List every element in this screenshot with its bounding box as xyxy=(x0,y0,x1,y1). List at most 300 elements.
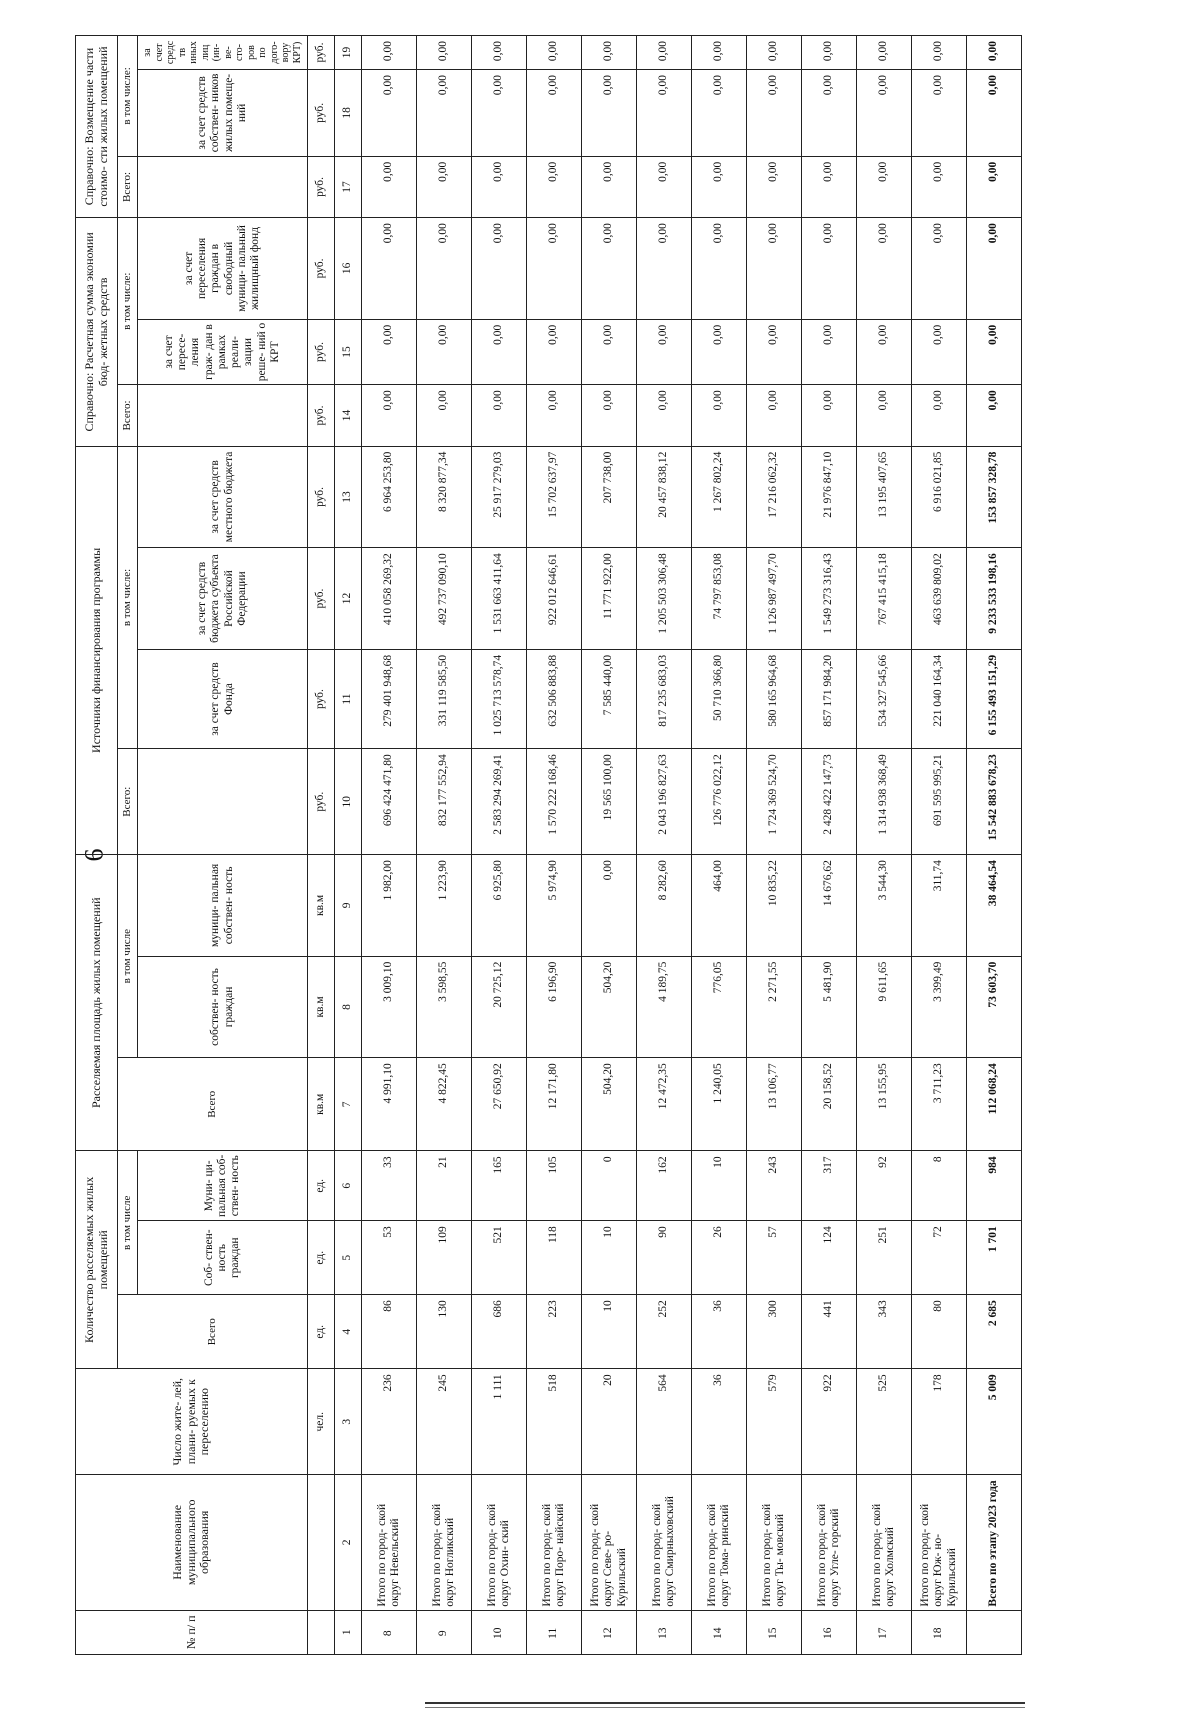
header-econ-incl: в том числе: xyxy=(118,218,138,385)
cell-c-own: 0,00 xyxy=(692,70,747,157)
cell-c-total: 0,00 xyxy=(582,156,637,217)
header-own-count: Соб- ствен- ность граждан xyxy=(138,1221,308,1295)
cell-fin-fund: 817 235 683,03 xyxy=(637,649,692,748)
cell-area-own: 73 603,70 xyxy=(967,956,1022,1058)
cell-cnt-own: 72 xyxy=(912,1221,967,1295)
cell-c-other: 0,00 xyxy=(472,36,527,70)
cell-c-total: 0,00 xyxy=(472,156,527,217)
cell-fin-fund: 331 119 585,50 xyxy=(417,649,472,748)
cell-e-krt: 0,00 xyxy=(912,319,967,385)
cell-fin-total: 126 776 022,12 xyxy=(692,749,747,855)
cell-cnt-total: 252 xyxy=(637,1295,692,1369)
cell-e-krt: 0,00 xyxy=(362,319,417,385)
header-fin-fund: за счет средств Фонда xyxy=(138,649,308,748)
cell-c-own: 0,00 xyxy=(967,70,1022,157)
header-area-total: Всего xyxy=(118,1058,308,1151)
cell-no: 16 xyxy=(802,1610,857,1654)
cell-area-total: 13 155,95 xyxy=(857,1058,912,1151)
unit-cell xyxy=(308,1475,335,1610)
header-fin-local: за счет средств местного бюджета xyxy=(138,446,308,548)
cell-area-total: 4 822,45 xyxy=(417,1058,472,1151)
cell-c-other: 0,00 xyxy=(637,36,692,70)
table-row xyxy=(747,36,802,1655)
cell-cnt-total: 343 xyxy=(857,1295,912,1369)
cell-e-free: 0,00 xyxy=(417,218,472,320)
header-fin-subject: за счет средств бюджета субъекта Российской Федерации xyxy=(138,548,308,650)
header-fin-group: Источники финансирования программы xyxy=(76,446,118,854)
cell-no: 11 xyxy=(527,1610,582,1654)
cell-cnt-total: 223 xyxy=(527,1295,582,1369)
cell-cnt-own: 1 701 xyxy=(967,1221,1022,1295)
column-number-cell: 5 xyxy=(335,1221,362,1295)
cell-area-mun: 1 223,90 xyxy=(417,855,472,957)
cell-no: 17 xyxy=(857,1610,912,1654)
cell-cnt-total: 2 685 xyxy=(967,1295,1022,1369)
column-number-cell: 18 xyxy=(335,70,362,157)
cell-no: 14 xyxy=(692,1610,747,1654)
cell-c-own: 0,00 xyxy=(527,70,582,157)
cell-fin-fund: 279 401 948,68 xyxy=(362,649,417,748)
cell-c-own: 0,00 xyxy=(747,70,802,157)
cell-no xyxy=(967,1610,1022,1654)
header-count-incl: в том числе xyxy=(118,1151,138,1295)
header-count-group: Количество расселяемых жилых помещений xyxy=(76,1151,118,1369)
cell-fin-total: 696 424 471,80 xyxy=(362,749,417,855)
bottom-rule xyxy=(425,1702,1025,1704)
cell-cnt-own: 118 xyxy=(527,1221,582,1295)
column-number-cell: 12 xyxy=(335,548,362,650)
cell-fin-fund: 857 171 984,20 xyxy=(802,649,857,748)
cell-c-total: 0,00 xyxy=(527,156,582,217)
table-row xyxy=(692,36,747,1655)
column-number-cell: 7 xyxy=(335,1058,362,1151)
cell-fin-local: 25 917 279,03 xyxy=(472,446,527,548)
header-no: № п/ п xyxy=(76,1610,308,1654)
cell-e-total: 0,00 xyxy=(527,385,582,446)
cell-c-total: 0,00 xyxy=(747,156,802,217)
header-econ-group: Справочно: Расчетная сумма экономии бюд- жетных средств xyxy=(76,218,118,447)
cell-cnt-total: 686 xyxy=(472,1295,527,1369)
cell-e-free: 0,00 xyxy=(802,218,857,320)
header-name: Наименование муниципального образования xyxy=(76,1475,308,1610)
cell-name: Итого по город- ской округ Севе- ро-Курильский xyxy=(582,1475,637,1610)
cell-cnt-total: 86 xyxy=(362,1295,417,1369)
cell-residents: 525 xyxy=(857,1369,912,1475)
cell-e-total: 0,00 xyxy=(857,385,912,446)
bottom-rule-thin xyxy=(425,1707,1025,1708)
cell-e-total: 0,00 xyxy=(637,385,692,446)
cell-cnt-mun: 8 xyxy=(912,1151,967,1221)
column-numbers-row xyxy=(335,36,362,1655)
cell-cnt-total: 300 xyxy=(747,1295,802,1369)
cell-area-mun: 10 835,22 xyxy=(747,855,802,957)
unit-cell: руб. xyxy=(308,446,335,548)
cell-residents: 564 xyxy=(637,1369,692,1475)
cell-e-total: 0,00 xyxy=(747,385,802,446)
column-number-cell: 4 xyxy=(335,1295,362,1369)
table-row xyxy=(637,36,692,1655)
cell-cnt-total: 10 xyxy=(582,1295,637,1369)
header-mun-area: муници- пальная собствен- ность xyxy=(138,855,308,957)
cell-c-own: 0,00 xyxy=(637,70,692,157)
cell-residents: 236 xyxy=(362,1369,417,1475)
cell-no: 8 xyxy=(362,1610,417,1654)
header-comp-incl: в том числе: xyxy=(118,36,138,157)
cell-c-own: 0,00 xyxy=(362,70,417,157)
cell-fin-fund: 7 585 440,00 xyxy=(582,649,637,748)
cell-area-total: 27 650,92 xyxy=(472,1058,527,1151)
cell-area-own: 9 611,65 xyxy=(857,956,912,1058)
cell-e-krt: 0,00 xyxy=(582,319,637,385)
cell-name: Итого по город- ской округ Охин- ский xyxy=(472,1475,527,1610)
cell-fin-subject: 1 549 273 316,43 xyxy=(802,548,857,650)
cell-cnt-mun: 0 xyxy=(582,1151,637,1221)
column-number-cell: 1 xyxy=(335,1610,362,1654)
cell-e-krt: 0,00 xyxy=(857,319,912,385)
cell-c-total: 0,00 xyxy=(692,156,747,217)
unit-cell: кв.м xyxy=(308,855,335,957)
cell-area-total: 13 106,77 xyxy=(747,1058,802,1151)
cell-e-krt: 0,00 xyxy=(637,319,692,385)
header-econ-total-blank xyxy=(138,385,308,446)
cell-fin-fund: 580 165 964,68 xyxy=(747,649,802,748)
column-number-cell: 2 xyxy=(335,1475,362,1610)
column-number-cell: 6 xyxy=(335,1151,362,1221)
header-area-incl: в том числе xyxy=(118,855,138,1058)
cell-e-free: 0,00 xyxy=(582,218,637,320)
cell-name: Итого по город- ской округ Невельский xyxy=(362,1475,417,1610)
column-number-cell: 16 xyxy=(335,218,362,320)
cell-c-other: 0,00 xyxy=(362,36,417,70)
cell-fin-fund: 534 327 545,66 xyxy=(857,649,912,748)
cell-area-mun: 311,74 xyxy=(912,855,967,957)
cell-c-own: 0,00 xyxy=(582,70,637,157)
cell-c-own: 0,00 xyxy=(417,70,472,157)
cell-area-total: 3 711,23 xyxy=(912,1058,967,1151)
header-fin-total-blank xyxy=(138,749,308,855)
header-area-group: Расселяемая площадь жилых помещений xyxy=(76,855,118,1151)
unit-cell: ед. xyxy=(308,1221,335,1295)
unit-cell: руб. xyxy=(308,749,335,855)
cell-fin-total: 2 583 294 269,41 xyxy=(472,749,527,855)
table-row xyxy=(912,36,967,1655)
units-row xyxy=(308,36,335,1655)
header-fin-incl: в том числе: xyxy=(118,446,138,749)
cell-e-free: 0,00 xyxy=(527,218,582,320)
cell-fin-total: 2 428 422 147,73 xyxy=(802,749,857,855)
header-own-area: собствен- ность граждан xyxy=(138,956,308,1058)
cell-e-free: 0,00 xyxy=(472,218,527,320)
cell-area-total: 4 991,10 xyxy=(362,1058,417,1151)
cell-cnt-total: 80 xyxy=(912,1295,967,1369)
cell-cnt-mun: 162 xyxy=(637,1151,692,1221)
cell-fin-local: 6 964 253,80 xyxy=(362,446,417,548)
cell-c-total: 0,00 xyxy=(802,156,857,217)
cell-fin-total: 19 565 100,00 xyxy=(582,749,637,855)
column-number-cell: 11 xyxy=(335,649,362,748)
cell-cnt-total: 36 xyxy=(692,1295,747,1369)
cell-area-mun: 3 544,30 xyxy=(857,855,912,957)
unit-cell xyxy=(308,1610,335,1654)
cell-name: Итого по город- ской округ Ногликский xyxy=(417,1475,472,1610)
cell-residents: 245 xyxy=(417,1369,472,1475)
cell-fin-subject: 410 058 269,32 xyxy=(362,548,417,650)
cell-e-krt: 0,00 xyxy=(747,319,802,385)
cell-name: Итого по город- ской округ Холмский xyxy=(857,1475,912,1610)
cell-area-own: 5 481,90 xyxy=(802,956,857,1058)
cell-fin-subject: 1 531 663 411,64 xyxy=(472,548,527,650)
cell-e-krt: 0,00 xyxy=(417,319,472,385)
header-econ-free: за счет переселения граждан в свободный муници- пальный жилищный фонд xyxy=(138,218,308,320)
column-number-cell: 10 xyxy=(335,749,362,855)
cell-fin-total: 1 314 938 368,49 xyxy=(857,749,912,855)
cell-fin-total: 1 570 222 168,46 xyxy=(527,749,582,855)
cell-fin-local: 17 216 062,32 xyxy=(747,446,802,548)
column-number-cell: 14 xyxy=(335,385,362,446)
cell-e-free: 0,00 xyxy=(692,218,747,320)
cell-area-total: 20 158,52 xyxy=(802,1058,857,1151)
cell-fin-fund: 221 040 164,34 xyxy=(912,649,967,748)
total-row xyxy=(967,36,1022,1655)
cell-fin-total: 832 177 552,94 xyxy=(417,749,472,855)
cell-area-total: 504,20 xyxy=(582,1058,637,1151)
cell-fin-local: 6 916 021,85 xyxy=(912,446,967,548)
cell-no: 9 xyxy=(417,1610,472,1654)
header-mun-count: Муни- ци- пальная соб- ствен- ность xyxy=(138,1151,308,1221)
cell-fin-subject: 1 205 503 306,48 xyxy=(637,548,692,650)
cell-residents: 36 xyxy=(692,1369,747,1475)
cell-area-own: 4 189,75 xyxy=(637,956,692,1058)
cell-cnt-mun: 33 xyxy=(362,1151,417,1221)
cell-area-own: 776,05 xyxy=(692,956,747,1058)
rotated-table-container xyxy=(75,35,1120,1655)
cell-area-own: 20 725,12 xyxy=(472,956,527,1058)
cell-e-free: 0,00 xyxy=(637,218,692,320)
header-comp-other: за счет средс тв иных лиц (ин- ве- сто- ров по дого- вору КРТ) xyxy=(138,36,308,70)
unit-cell: руб. xyxy=(308,548,335,650)
cell-area-total: 1 240,05 xyxy=(692,1058,747,1151)
cell-cnt-mun: 92 xyxy=(857,1151,912,1221)
cell-e-total: 0,00 xyxy=(417,385,472,446)
table-header xyxy=(76,36,362,1655)
cell-e-total: 0,00 xyxy=(912,385,967,446)
cell-residents: 5 009 xyxy=(967,1369,1022,1475)
cell-fin-local: 15 702 637,97 xyxy=(527,446,582,548)
cell-no: 13 xyxy=(637,1610,692,1654)
cell-area-total: 112 068,24 xyxy=(967,1058,1022,1151)
cell-area-own: 3 598,55 xyxy=(417,956,472,1058)
cell-fin-subject: 74 797 853,08 xyxy=(692,548,747,650)
unit-cell: кв.м xyxy=(308,956,335,1058)
cell-cnt-mun: 317 xyxy=(802,1151,857,1221)
cell-c-other: 0,00 xyxy=(967,36,1022,70)
page-number: 6 xyxy=(79,848,109,862)
cell-name: Итого по город- ской округ Юж- но-Курильский xyxy=(912,1475,967,1610)
column-number-cell: 9 xyxy=(335,855,362,957)
cell-c-total: 0,00 xyxy=(967,156,1022,217)
header-comp-group: Справочно: Возмещение части стоимо- сти жилых помещений xyxy=(76,36,118,218)
cell-fin-subject: 11 771 922,00 xyxy=(582,548,637,650)
cell-residents: 178 xyxy=(912,1369,967,1475)
cell-residents: 1 111 xyxy=(472,1369,527,1475)
cell-fin-subject: 463 639 809,02 xyxy=(912,548,967,650)
cell-e-total: 0,00 xyxy=(362,385,417,446)
table-body xyxy=(362,36,1022,1655)
table-row xyxy=(857,36,912,1655)
cell-area-own: 3 009,10 xyxy=(362,956,417,1058)
resettlement-table xyxy=(75,35,1022,1655)
cell-fin-local: 20 457 838,12 xyxy=(637,446,692,548)
table-row xyxy=(362,36,417,1655)
unit-cell: руб. xyxy=(308,156,335,217)
cell-e-free: 0,00 xyxy=(747,218,802,320)
cell-c-own: 0,00 xyxy=(857,70,912,157)
cell-c-own: 0,00 xyxy=(802,70,857,157)
cell-cnt-mun: 21 xyxy=(417,1151,472,1221)
cell-c-total: 0,00 xyxy=(362,156,417,217)
cell-fin-total: 691 595 995,21 xyxy=(912,749,967,855)
header-econ-total: Всего: xyxy=(118,385,138,446)
cell-e-total: 0,00 xyxy=(692,385,747,446)
cell-fin-subject: 1 126 987 497,70 xyxy=(747,548,802,650)
cell-c-other: 0,00 xyxy=(582,36,637,70)
cell-cnt-total: 441 xyxy=(802,1295,857,1369)
cell-e-free: 0,00 xyxy=(912,218,967,320)
cell-cnt-own: 124 xyxy=(802,1221,857,1295)
header-comp-owners: за счет средств собствен- ников жилых помеще- ний xyxy=(138,70,308,157)
unit-cell: ед. xyxy=(308,1295,335,1369)
cell-cnt-mun: 105 xyxy=(527,1151,582,1221)
column-number-cell: 13 xyxy=(335,446,362,548)
cell-no: 18 xyxy=(912,1610,967,1654)
header-fin-total: Всего: xyxy=(118,749,138,855)
cell-residents: 922 xyxy=(802,1369,857,1475)
cell-area-own: 2 271,55 xyxy=(747,956,802,1058)
cell-fin-local: 153 857 328,78 xyxy=(967,446,1022,548)
cell-fin-fund: 632 506 883,88 xyxy=(527,649,582,748)
unit-cell: руб. xyxy=(308,319,335,385)
cell-fin-subject: 922 012 646,61 xyxy=(527,548,582,650)
unit-cell: руб. xyxy=(308,649,335,748)
cell-cnt-own: 90 xyxy=(637,1221,692,1295)
cell-fin-subject: 767 415 415,18 xyxy=(857,548,912,650)
unit-cell: руб. xyxy=(308,385,335,446)
cell-fin-fund: 50 710 366,80 xyxy=(692,649,747,748)
cell-no: 12 xyxy=(582,1610,637,1654)
cell-area-mun: 6 925,80 xyxy=(472,855,527,957)
cell-c-other: 0,00 xyxy=(857,36,912,70)
cell-c-own: 0,00 xyxy=(912,70,967,157)
unit-cell: кв.м xyxy=(308,1058,335,1151)
cell-c-total: 0,00 xyxy=(637,156,692,217)
cell-fin-subject: 9 233 533 198,16 xyxy=(967,548,1022,650)
cell-cnt-own: 57 xyxy=(747,1221,802,1295)
header-residents: Число жите- лей, плани- руемых к переселению xyxy=(76,1369,308,1475)
cell-cnt-own: 251 xyxy=(857,1221,912,1295)
header-comp-total: Всего: xyxy=(118,156,138,217)
cell-e-total: 0,00 xyxy=(472,385,527,446)
cell-area-total: 12 171,80 xyxy=(527,1058,582,1151)
cell-cnt-own: 26 xyxy=(692,1221,747,1295)
cell-c-total: 0,00 xyxy=(417,156,472,217)
cell-c-total: 0,00 xyxy=(857,156,912,217)
cell-c-total: 0,00 xyxy=(912,156,967,217)
cell-c-other: 0,00 xyxy=(692,36,747,70)
header-econ-krt: за счет пересе- ления граж- дан в рамках реали- зации реше- ний о КРТ xyxy=(138,319,308,385)
cell-e-krt: 0,00 xyxy=(692,319,747,385)
cell-residents: 518 xyxy=(527,1369,582,1475)
cell-e-total: 0,00 xyxy=(582,385,637,446)
column-number-cell: 19 xyxy=(335,36,362,70)
cell-fin-local: 13 195 407,65 xyxy=(857,446,912,548)
cell-area-mun: 1 982,00 xyxy=(362,855,417,957)
cell-fin-total: 2 043 196 827,63 xyxy=(637,749,692,855)
cell-e-krt: 0,00 xyxy=(527,319,582,385)
cell-fin-subject: 492 737 090,10 xyxy=(417,548,472,650)
cell-residents: 579 xyxy=(747,1369,802,1475)
cell-cnt-mun: 165 xyxy=(472,1151,527,1221)
cell-name: Итого по город- ской округ Смирныховский xyxy=(637,1475,692,1610)
cell-fin-local: 21 976 847,10 xyxy=(802,446,857,548)
unit-cell: ед. xyxy=(308,1151,335,1221)
cell-area-total: 12 472,35 xyxy=(637,1058,692,1151)
cell-area-mun: 5 974,90 xyxy=(527,855,582,957)
cell-e-free: 0,00 xyxy=(362,218,417,320)
table-row xyxy=(527,36,582,1655)
cell-no: 10 xyxy=(472,1610,527,1654)
cell-fin-fund: 6 155 493 151,29 xyxy=(967,649,1022,748)
cell-e-total: 0,00 xyxy=(967,385,1022,446)
cell-cnt-total: 130 xyxy=(417,1295,472,1369)
cell-cnt-own: 521 xyxy=(472,1221,527,1295)
cell-e-free: 0,00 xyxy=(857,218,912,320)
cell-fin-local: 8 320 877,34 xyxy=(417,446,472,548)
cell-area-own: 504,20 xyxy=(582,956,637,1058)
table-row xyxy=(802,36,857,1655)
cell-name: Итого по город- ской округ Тома- ринский xyxy=(692,1475,747,1610)
cell-c-other: 0,00 xyxy=(417,36,472,70)
table-row xyxy=(417,36,472,1655)
table-row xyxy=(582,36,637,1655)
cell-area-own: 6 196,90 xyxy=(527,956,582,1058)
cell-cnt-own: 53 xyxy=(362,1221,417,1295)
cell-e-krt: 0,00 xyxy=(472,319,527,385)
cell-cnt-mun: 10 xyxy=(692,1151,747,1221)
cell-cnt-own: 10 xyxy=(582,1221,637,1295)
cell-cnt-own: 109 xyxy=(417,1221,472,1295)
cell-cnt-mun: 984 xyxy=(967,1151,1022,1221)
cell-name: Итого по город- ской округ Поро- найский xyxy=(527,1475,582,1610)
cell-no: 15 xyxy=(747,1610,802,1654)
table-row xyxy=(472,36,527,1655)
cell-name: Итого по город- ской округ Ты- мовский xyxy=(747,1475,802,1610)
header-comp-total-blank xyxy=(138,156,308,217)
cell-e-free: 0,00 xyxy=(967,218,1022,320)
column-number-cell: 8 xyxy=(335,956,362,1058)
cell-area-mun: 8 282,60 xyxy=(637,855,692,957)
cell-fin-total: 1 724 369 524,70 xyxy=(747,749,802,855)
cell-area-mun: 38 464,54 xyxy=(967,855,1022,957)
cell-area-mun: 464,00 xyxy=(692,855,747,957)
cell-e-krt: 0,00 xyxy=(967,319,1022,385)
cell-area-mun: 0,00 xyxy=(582,855,637,957)
cell-name: Всего по этапу 2023 года xyxy=(967,1475,1022,1610)
cell-name: Итого по город- ской округ Угле- горский xyxy=(802,1475,857,1610)
column-number-cell: 17 xyxy=(335,156,362,217)
unit-cell: руб. xyxy=(308,36,335,70)
cell-fin-fund: 1 025 713 578,74 xyxy=(472,649,527,748)
cell-c-other: 0,00 xyxy=(912,36,967,70)
